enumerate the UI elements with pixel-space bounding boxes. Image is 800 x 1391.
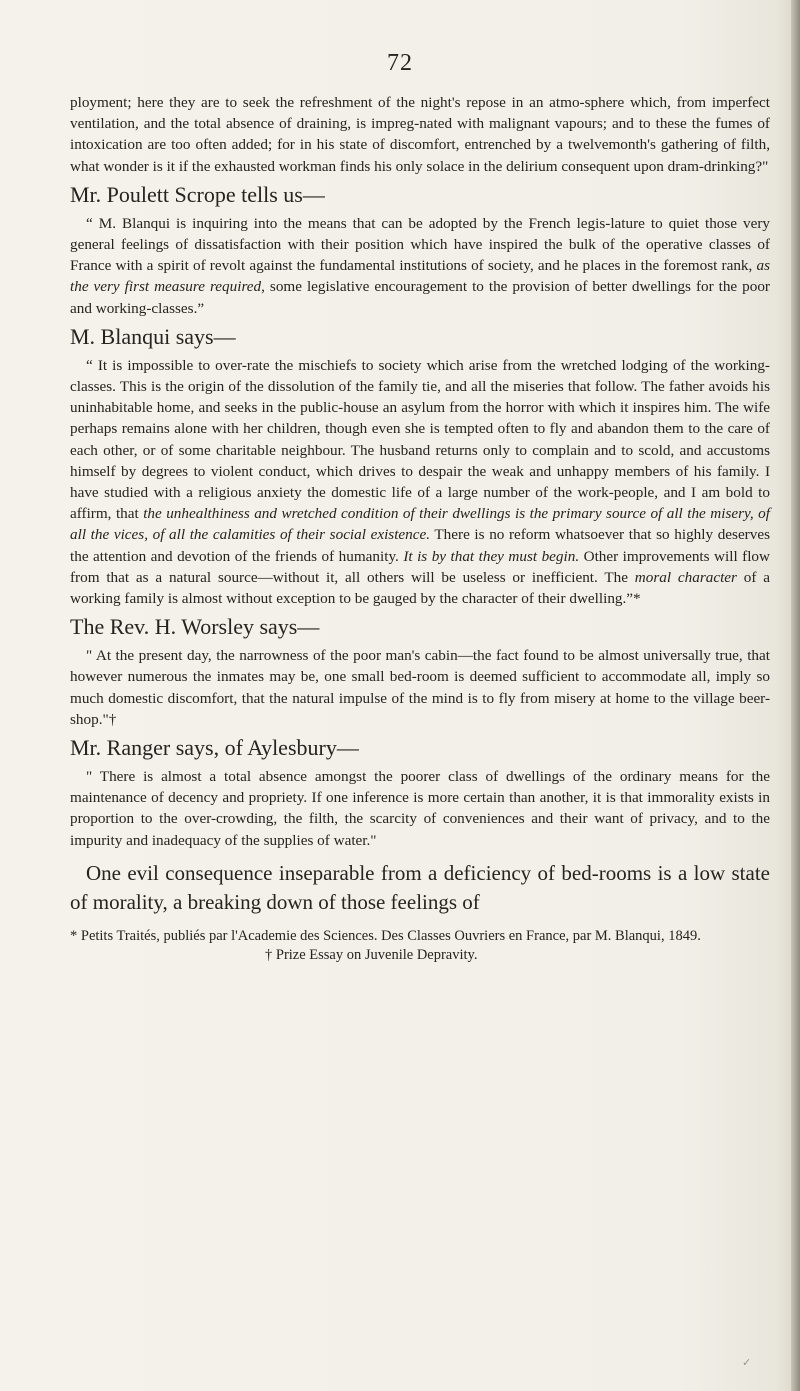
heading-blanqui: M. Blanqui says— [70,323,236,349]
quote-blanqui: “ It is impossible to over-rate the mischiefs to society which arise from the wretched lodging of the working-classes. This is the origin of the dissolution of the family tie, and all the miseries that follow. The father avoids his uninhabitable home, and seeks in the public-house an asylum from the horror with which it inspires him. The wife perhaps remains alone with her children, though even she is tempted often to fly and abandon them to the care of each other, or of some charitable neighbour. The husband returns only to complain and to scold, and accustoms himself by degrees to violent conduct, which drives to despair the weak and unhappy members of his family. I have studied with a religious anxiety the domestic life of a large number of the work-people, and I am bold to affirm, that the unhealthiness and wretched condition of their dwellings is the primary source of all the misery, of all the vices, of all the calamities of their social existence. There is no reform whatsoever that so highly deserves the attention and devotion of the friends of humanity. It is by that they must begin. Other improvements will flow from that as a natural source—without it, all others will be useless or inefficient. The moral character of a working family is almost without exception to be gauged by the character of their dwelling.”* [70,356,770,608]
heading-worsley: The Rev. H. Worsley says— [70,614,320,640]
footnote-1: * Petits Traités, publiés par l'Academie des Sciences. Des Classes Ouvriers en France, par M. Blanqui, 1849. [70,927,701,944]
page-content [70,92,770,965]
paragraph-closing: One evil consequence inseparable from a deficiency of bed-rooms is a low state of morality, a breaking down of those feelings of [70,860,770,914]
tick-mark: ✓ [742,1357,752,1369]
paragraph-opening: ployment; here they are to seek the refreshment of the night's repose in an atmo-sphere which, from imperfect ventilation, and the total absence of draining, is impreg-nated with malignant vapours; and to these the fumes of intoxication are too often added; for in his state of discomfort, entrenched by a twelvemonth's gathering of filth, what wonder is it if the exhausted workman finds his only solace in the delirium consequent upon dram-drinking?" [70,94,770,175]
page-number: 72 [387,50,413,76]
heading-scrope: Mr. Poulett Scrope tells us— [70,181,325,207]
heading-ranger: Mr. Ranger says, of Aylesbury— [70,735,359,761]
quote-ranger: " There is almost a total absence amongst the poorer class of dwellings of the ordinary means for the maintenance of decency and propriety. If one inference is more certain than another, it is that immorality exists in proportion to the over-crowding, the filth, the scarcity of conveniences and their want of privacy, and to the impurity and inadequacy of the supplies of water." [70,768,770,849]
quote-worsley: " At the present day, the narrowness of the poor man's cabin—the fact found to be almost universally true, that however numerous the inmates may be, one small bed-room is deemed sufficient to accommodate all, imply so much domestic discomfort, that the natural impulse of the mind is to fly from misery at home to the village beer-shop."† [70,647,770,728]
page-edge [791,0,800,1391]
quote-scrope: “ M. Blanqui is inquiring into the means that can be adopted by the French legis-lature to quiet those very general feelings of dissatisfaction with their position which have inspired the bulk of the operative classes of France with a spirit of revolt against the fundamental institutions of society, and he places in the foremost rank, as the very first measure required, some legislative encouragement to the provision of better dwellings for the poor and working-classes.” [70,214,770,317]
footnote-2: † Prize Essay on Juvenile Depravity. [265,946,478,963]
footnotes [70,927,770,965]
